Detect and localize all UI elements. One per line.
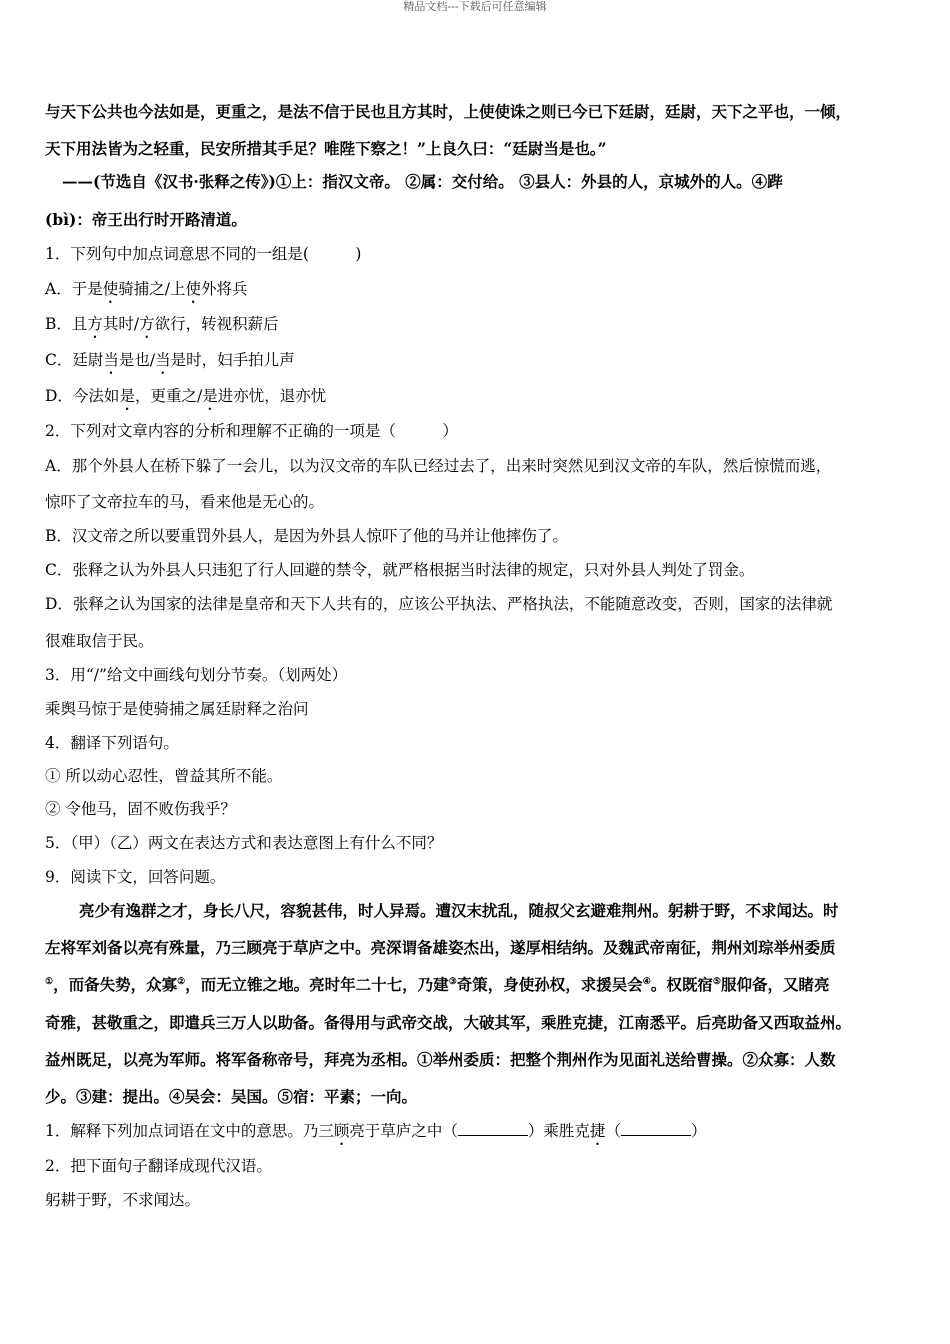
passage-line: 益州既足，以亮为军师。将军备称帝号，拜亮为丞相。①举州委质：把整个荆州作为见面礼送给曹操。②众寡：人数 (45, 1050, 836, 1069)
passage-line (45, 975, 829, 995)
option-text: 是也/ (118, 351, 156, 369)
question-text: （ (605, 1122, 621, 1140)
footnote-mark: ④ (642, 976, 651, 987)
passage-text: 奇策，身使孙权，求援吴会 (456, 975, 643, 994)
option-text: 骑捕之/上 (118, 280, 186, 298)
option-d (45, 386, 326, 414)
option-c (45, 350, 295, 378)
option-a-cont: 惊吓了文帝拉车的马，看来他是无心的。 (45, 493, 325, 511)
option-text: C．廷尉 (45, 351, 104, 369)
passage-line: 少。③建：提出。④吴会：吴国。⑤宿：平素；一向。 (45, 1087, 418, 1106)
answer-blank[interactable] (458, 1121, 528, 1136)
option-text: 是时，妇手拍儿声 (170, 351, 295, 369)
dotted-word: 捷 (589, 1122, 606, 1140)
question-stem: 5．（甲）（乙）两文在表达方式和表达意图上有什么不同？ (45, 834, 443, 852)
option-a: A．那个外县人在桥下躲了一会儿，以为汉文帝的车队已经过去了，出来时突然见到汉文帝的车队，然后惊慌而逃， (45, 457, 832, 475)
passage-line: 天下用法皆为之轻重，民安所措其手足？唯陛下察之！”上良久曰：“廷尉当是也。” (45, 139, 607, 158)
option-b (45, 314, 279, 342)
question-stem: 2．把下面句子翻译成现代汉语。 (45, 1157, 272, 1175)
passage-line: 左将军刘备以亮有殊量，乃三顾亮于草庐之中。亮深谓备雄姿杰出，遂厚相结纳。及魏武帝南征，荆州刘琮举州委质 (45, 938, 836, 957)
option-c: C．张释之认为外县人只违犯了行人回避的禁令，就严格根据当时法律的规定，只对外县人判处了罚金。 (45, 561, 755, 579)
option-text: 进亦忧，退亦忧 (217, 387, 327, 405)
dotted-word: 顾 (333, 1122, 350, 1140)
dotted-word: 是 (202, 387, 218, 405)
passage-text: ，而备失势，众寡 (53, 975, 178, 994)
option-text: 其时/ (102, 315, 140, 333)
question-text: 乘舆马惊于是使骑捕之属廷尉释之治问 (45, 700, 309, 718)
passage-line: 奇雅，甚敬重之，即遣兵三万人以助备。备得用与武帝交战，大破其军，乘胜克捷，江南悉平。后亮助备又西取益州。 (45, 1013, 852, 1032)
question-text: 躬耕于野，不求闻达。 (45, 1191, 201, 1209)
question-stem: 3．用“/”给文中画线句划分节奏。（划两处） (45, 666, 348, 684)
passage-line: 与天下公共也今法如是，更重之，是法不信于民也且方其时，上使使诛之则已今已下廷尉，廷尉，天下之平也，一倾， (45, 102, 852, 121)
translate-sentence: ② 令他马，固不败伤我乎？ (45, 800, 236, 818)
question-stem: 9．阅读下文，回答问题。 (45, 868, 226, 886)
footnote-mark: ① (45, 976, 54, 987)
option-d-cont: 很难取信于民。 (45, 632, 154, 650)
question-stem: 1．下列句中加点词意思不同的一组是( ) (45, 245, 362, 263)
option-text: B．且 (45, 315, 88, 333)
source-note: ——(节选自《汉书·张释之传》)①上：指汉文帝。 ②属：交付给。 ③县人：外县的人，京城外的人。④跸 (62, 172, 783, 191)
question-text: 1．解释下列加点词语在文中的意思。乃三 (45, 1122, 334, 1140)
question-stem: 4．翻译下列语句。 (45, 734, 179, 752)
dotted-word: 是 (119, 387, 135, 405)
translate-sentence: ① 所以动心忍性，曾益其所不能。 (45, 767, 283, 785)
passage-text: ，而无立锥之地。亮时年二十七，乃建 (185, 975, 449, 994)
dotted-word: 使 (102, 280, 119, 298)
footnote-mark: ③ (448, 976, 457, 987)
dotted-word: 当 (103, 351, 119, 369)
footnote-mark: ② (177, 976, 186, 987)
dotted-word: 方 (139, 315, 155, 333)
option-text: D．今法如 (45, 387, 120, 405)
dotted-word: 当 (155, 351, 171, 369)
option-text: 欲行，转视积薪后 (154, 315, 279, 333)
option-text: A．于是 (45, 280, 103, 298)
page-header: 精品文档---下载后可任意编辑 (403, 0, 547, 13)
question-text: 亮于草庐之中（ (349, 1122, 458, 1140)
option-text: ，更重之/ (134, 387, 203, 405)
footnote-mark: ⑤ (712, 976, 721, 987)
passage-text: 服仰备，又睹亮 (720, 975, 830, 994)
question-text: ） (690, 1122, 707, 1140)
option-a (45, 279, 247, 307)
dotted-word: 使 (185, 280, 201, 298)
answer-blank[interactable] (621, 1121, 691, 1136)
passage-text: 。权既宿 (650, 975, 713, 994)
passage-line: 亮少有逸群之才，身长八尺，容貌甚伟，时人异焉。遭汉末扰乱，随叔父玄避难荆州。躬耕于野，不求闻达。时 (79, 901, 839, 920)
option-d: D．张释之认为国家的法律是皇帝和天下人共有的，应该公平执法、严格执法，不能随意改变，否则，国家的法律就 (45, 595, 833, 613)
question-text: ）乘胜克 (527, 1122, 590, 1140)
source-note: (bì)：帝王出行时开路清道。 (45, 210, 247, 229)
dotted-word: 方 (87, 315, 103, 333)
option-text: 外将兵 (200, 280, 248, 298)
question-stem: 2．下列对文章内容的分析和理解不正确的一项是（ ） (45, 422, 458, 440)
option-b: B．汉文帝之所以要重罚外县人，是因为外县人惊吓了他的马并让他摔伤了。 (45, 527, 568, 545)
question-stem (45, 1121, 706, 1149)
